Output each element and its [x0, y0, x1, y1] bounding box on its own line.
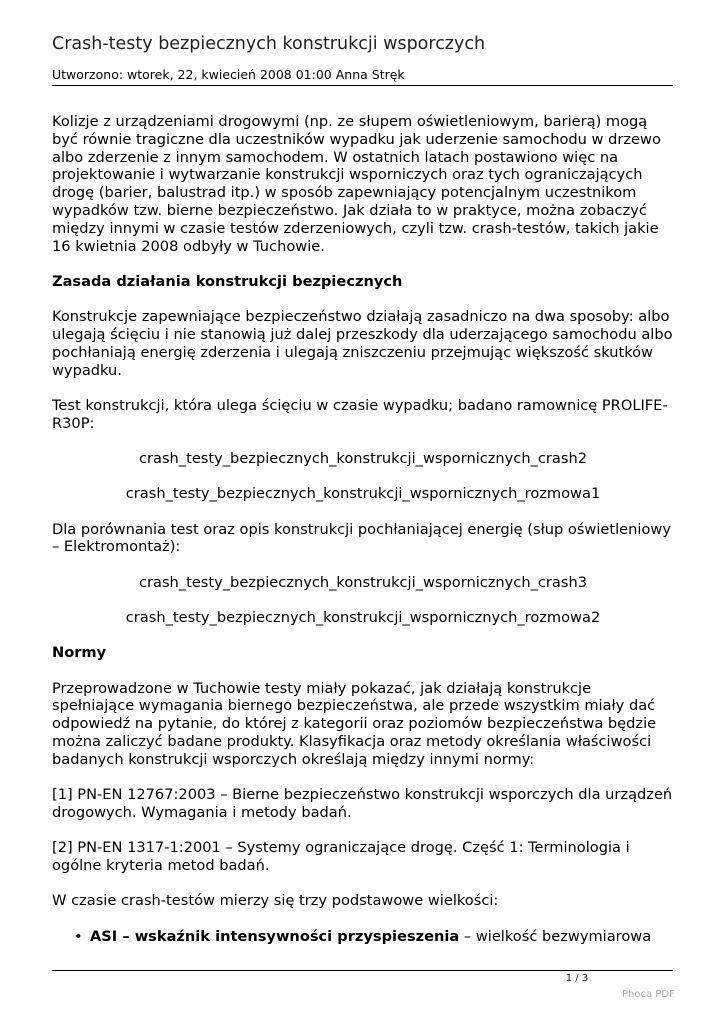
norm-reference-1: [1] PN-EN 12767:2003 – Bierne bezpieczeństwo konstrukcji wsporczych dla urządzeń drogowych. Wymagania i metody badań.: [52, 786, 673, 821]
media-placeholder-rozmowa1: crash_testy_bezpiecznych_konstrukcji_wspornicznych_rozmowa1: [125, 485, 601, 503]
page-number: 1 / 3: [565, 973, 589, 984]
principles-paragraph: Konstrukcje zapewniające bezpieczeństwo działają zasadniczo na dwa sposoby: albo ulegają ścięciu i nie stanowią już dalej przeszkody dla uderzającego samochodu albo pochłaniają energię zderzenia i ulegają zniszczeniu przejmując większość skutków wypadku.: [52, 308, 673, 379]
list-item: [74, 927, 674, 946]
bullet-icon: •: [74, 927, 83, 945]
test-intro-paragraph: Test konstrukcji, która ulega ścięciu w czasie wypadku; badano ramownicę PROLIFE-R30P:: [52, 396, 668, 432]
media-placeholder-crash3: crash_testy_bezpiecznych_konstrukcji_wspornicznych_crash3: [138, 573, 587, 591]
section-heading-norms: Normy: [52, 644, 107, 662]
comparison-paragraph: Dla porównania test oraz opis konstrukcji pochłaniającej energię (słup oświetleniowy – Elektromontaż):: [52, 520, 671, 556]
norm-reference-2: [2] PN-EN 1317-1:2001 – Systemy ograniczające drogę. Część 1: Terminologia i ogólne kryteria metod badań.: [52, 839, 630, 874]
norms-paragraph: Przeprowadzone w Tuchowie testy miały pokazać, jak działają konstrukcje spełniające wymagania biernego bezpieczeństwa, ale przede wszystkim miały dać odpowiedź na pytanie, do której z kategorii oraz poziomów bezpieczeństwa będzie można zaliczyć badane produkty. Klasyfikacja oraz metody określania właściwości badanych konstrukcji wsporczych określają między innymi normy:: [52, 679, 657, 768]
list-item-description: – wielkość bezwymiarowa: [459, 927, 652, 945]
footer-brand[interactable]: Phoca PDF: [622, 989, 675, 1000]
header-divider: [52, 85, 673, 86]
measurements-paragraph: W czasie crash-testów mierzy się trzy podstawowe wielkości:: [52, 892, 499, 910]
footer-divider: [52, 970, 673, 971]
measurements-list: [52, 928, 674, 946]
section-heading-principles: Zasada działania konstrukcji bezpiecznych: [52, 272, 403, 290]
document-meta: Utworzono: wtorek, 22, kwiecień 2008 01:00 Anna Stręk: [52, 67, 405, 82]
intro-paragraph: Kolizje z urządzeniami drogowymi (np. ze słupem oświetleniowym, barierą) mogą być równie tragiczne dla uczestników wypadku jak uderzenie samochodu w drzewo albo zderzenie z innym samochodem. W ostatnich latach postawiono więc na projektowanie i wytwarzanie konstrukcji wsporniczych oraz tych ograniczających drogę (barier, balustrad itp.) w sposób zapewniający potencjalnym uczestnikom wypadków tzw. bierne bezpieczeństwo. Jak działa to w praktyce, można zobaczyć między innymi w czasie testów zderzeniowych, czyli tzw. crash-testów, takich jakie 16 kwietnia 2008 odbyły w Tuchowie.: [52, 113, 661, 255]
media-placeholder-crash2: crash_testy_bezpiecznych_konstrukcji_wspornicznych_crash2: [138, 449, 587, 467]
document-title: Crash-testy bezpiecznych konstrukcji wsporczych: [52, 34, 486, 54]
list-item-term: ASI – wskaźnik intensywności przyspieszenia: [90, 927, 460, 945]
article-body: [52, 113, 674, 945]
media-placeholder-rozmowa2: crash_testy_bezpiecznych_konstrukcji_wspornicznych_rozmowa2: [125, 608, 601, 626]
